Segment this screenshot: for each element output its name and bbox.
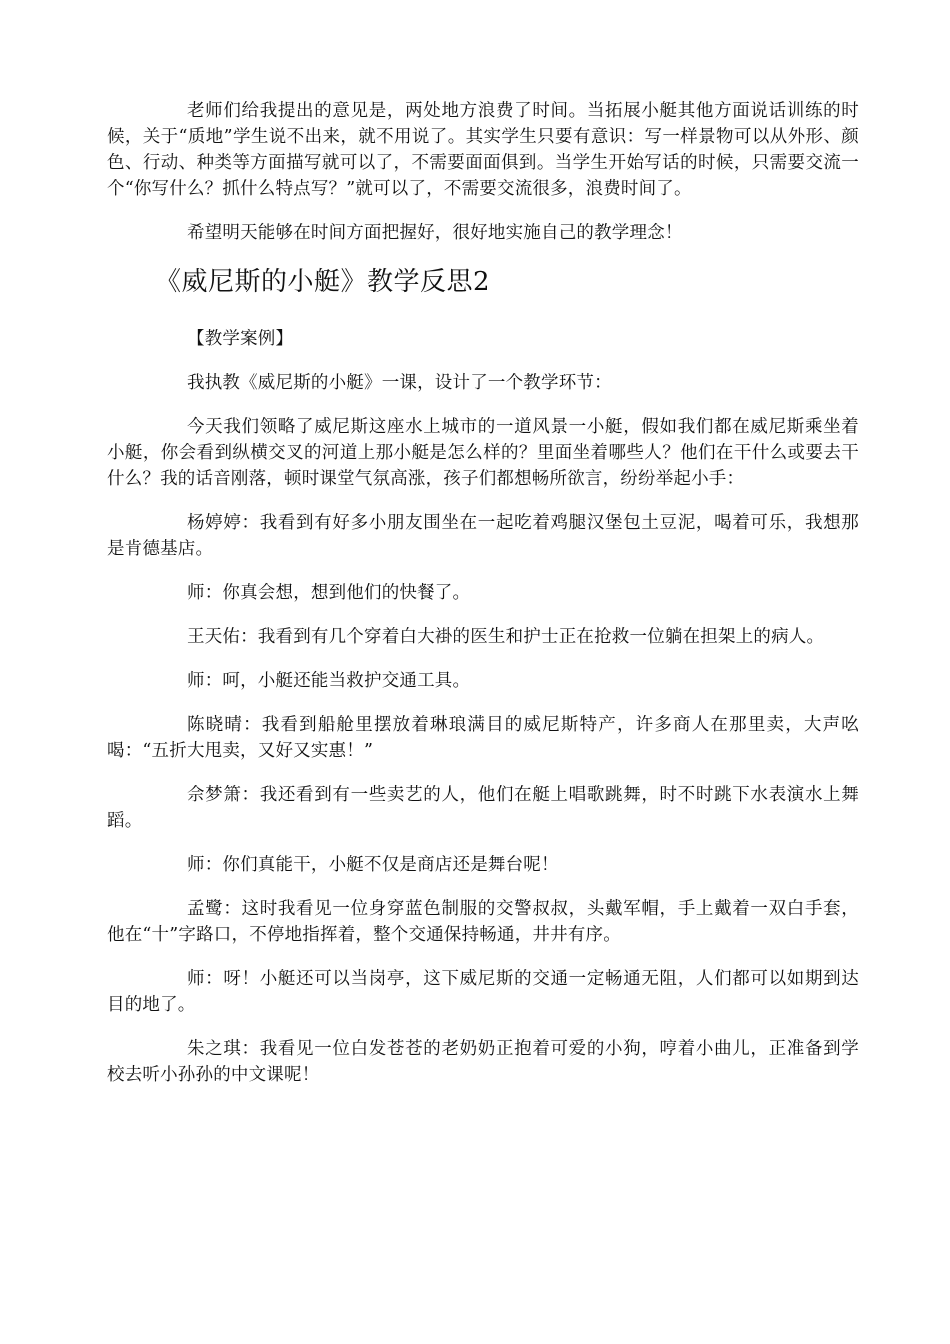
body-paragraph: 今天我们领略了威尼斯这座水上城市的一道风景一小艇，假如我们都在威尼斯乘坐着小艇，你会看到纵横交叉的河道上那小艇是怎么样的？里面坐着哪些人？他们在干什么或要去干什么？我的话音刚落，顿时课堂气氛高涨，孩子们都想畅所欲言，纷纷举起小手： [107,417,859,489]
section-title: 《威尼斯的小艇》教学反思2 [155,267,491,297]
body-paragraph: 师：呀！小艇还可以当岗亭，这下威尼斯的交通一定畅通无阻，人们都可以如期到达目的地了。 [107,969,859,1015]
document-page [107,98,859,1106]
case-label: 【教学案例】 [187,329,294,349]
body-paragraph: 杨婷婷：我看到有好多小朋友围坐在一起吃着鸡腿汉堡包土豆泥，喝着可乐，我想那是肯德基店。 [107,513,859,559]
intro-paragraph-1: 老师们给我提出的意见是，两处地方浪费了时间。当拓展小艇其他方面说话训练的时候，关于“质地”学生说不出来，就不用说了。其实学生只要有意识：写一样景物可以从外形、颜色、行动、种类等方面描写就可以了，不需要面面俱到。当学生开始写话的时候，只需要交流一个“你写什么？抓什么特点写？”就可以了，不需要交流很多，浪费时间了。 [107,101,859,199]
body-paragraph: 孟鹭：这时我看见一位身穿蓝色制服的交警叔叔，头戴军帽，手上戴着一双白手套，他在“十”字路口，不停地指挥着，整个交通保持畅通，井井有序。 [107,899,859,945]
body-paragraph: 师：你们真能干，小艇不仅是商店还是舞台呢！ [187,855,559,875]
body-paragraph: 朱之琪：我看见一位白发苍苍的老奶奶正抱着可爱的小狗，哼着小曲儿，正准备到学校去听小孙孙的中文课呢！ [107,1039,859,1085]
body-paragraph: 王天佑：我看到有几个穿着白大褂的医生和护士正在抢救一位躺在担架上的病人。 [187,627,825,647]
body-paragraph: 师：你真会想，想到他们的快餐了。 [187,583,471,603]
intro-paragraph-2: 希望明天能够在时间方面把握好，很好地实施自己的教学理念！ [187,223,683,243]
body-paragraph: 佘梦箫：我还看到有一些卖艺的人，他们在艇上唱歌跳舞，时不时跳下水表演水上舞蹈。 [107,785,859,831]
body-paragraph: 师：呵，小艇还能当救护交通工具。 [187,671,471,691]
body-paragraph: 陈晓晴：我看到船舱里摆放着琳琅满目的威尼斯特产，许多商人在那里卖，大声吆喝：“五折大甩卖，又好又实惠！” [107,715,859,761]
body-paragraph: 我执教《威尼斯的小艇》一课，设计了一个教学环节： [187,373,612,393]
